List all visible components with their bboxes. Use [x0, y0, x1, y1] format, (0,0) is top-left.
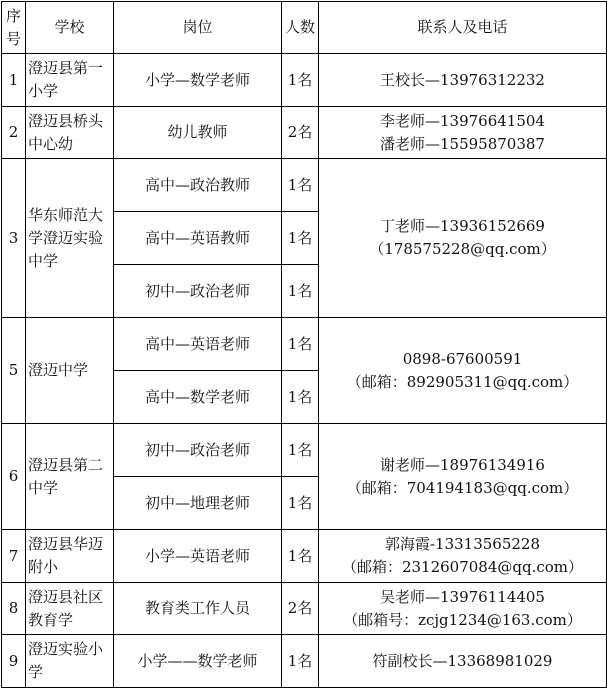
- contact-info: [319, 54, 607, 107]
- post-count: 1名: [282, 318, 319, 371]
- row-number: 6: [2, 424, 26, 530]
- school-name: 澄迈县第一小学: [26, 54, 114, 107]
- table-row: [2, 424, 607, 477]
- post-title: 小学—英语老师: [114, 530, 282, 583]
- contact-line: 王校长—13976312232: [380, 70, 545, 89]
- post-count: 2名: [282, 583, 319, 635]
- contact-line: 0898-67600591: [402, 349, 523, 368]
- post-title: 小学——数学老师: [114, 635, 282, 688]
- contact-info: [319, 159, 607, 318]
- school-name: 澄迈县桥头中心幼: [26, 107, 114, 159]
- post-title: 初中—地理老师: [114, 477, 282, 530]
- post-count: 1名: [282, 265, 319, 318]
- contact-line: 谢老师—18976134916: [380, 455, 545, 474]
- contact-line: 吴老师—13976114405: [380, 587, 545, 606]
- post-title: 高中—英语教师: [114, 212, 282, 265]
- post-title: 初中—政治老师: [114, 424, 282, 477]
- contact-line: 丁老师—13936152669: [380, 217, 545, 235]
- contact-line: （邮箱：2312607084@qq.com）: [341, 558, 584, 576]
- post-count: 1名: [282, 159, 319, 212]
- row-number: 3: [2, 159, 26, 318]
- school-name: 澄迈实验小学: [26, 635, 114, 688]
- post-count: 1名: [282, 477, 319, 530]
- table-row: [2, 318, 607, 371]
- row-number: 1: [2, 54, 26, 107]
- table-row: [2, 530, 607, 583]
- post-count: 1名: [282, 54, 319, 107]
- table-row: [2, 635, 607, 688]
- post-count: 1名: [282, 212, 319, 265]
- table-row: [2, 159, 607, 212]
- post-count: 1名: [282, 424, 319, 477]
- table-row: [2, 107, 607, 159]
- contact-line: （邮箱：704194183@qq.com）: [346, 478, 579, 497]
- contact-line: 潘老师—15595870387: [380, 134, 545, 153]
- school-name: 澄迈中学: [26, 318, 114, 424]
- contact-line: （邮箱号：zcjg1234@163.com）: [343, 610, 582, 629]
- header-num: 序号: [2, 2, 26, 54]
- contact-info: [319, 583, 607, 635]
- table-row: [2, 54, 607, 107]
- contact-line: （178575228@qq.com）: [369, 240, 556, 258]
- table-row: [2, 583, 607, 635]
- post-title: 教育类工作人员: [114, 583, 282, 635]
- post-title: 幼儿教师: [114, 107, 282, 159]
- recruitment-table: [1, 1, 607, 688]
- school-name: 澄迈县社区教育学: [26, 583, 114, 635]
- contact-info: [319, 318, 607, 424]
- contact-line: 郭海霞-13313565228: [384, 535, 541, 553]
- contact-info: [319, 530, 607, 583]
- post-count: 1名: [282, 530, 319, 583]
- post-count: 1名: [282, 635, 319, 688]
- contact-info: [319, 635, 607, 688]
- contact-info: [319, 424, 607, 530]
- contact-info: [319, 107, 607, 159]
- row-number: 2: [2, 107, 26, 159]
- row-number: 8: [2, 583, 26, 635]
- school-name: 华东师范大学澄迈实验中学: [26, 159, 114, 318]
- header-row: [2, 2, 607, 54]
- post-title: 高中—数学老师: [114, 371, 282, 424]
- post-title: 初中—政治老师: [114, 265, 282, 318]
- row-number: 7: [2, 530, 26, 583]
- header-post: 岗位: [114, 2, 282, 54]
- post-count: 2名: [282, 107, 319, 159]
- post-title: 小学—数学老师: [114, 54, 282, 107]
- row-number: 9: [2, 635, 26, 688]
- header-count: 人数: [282, 2, 319, 54]
- header-school: 学校: [26, 2, 114, 54]
- post-count: 1名: [282, 371, 319, 424]
- school-name: 澄迈县第二中学: [26, 424, 114, 530]
- header-contact: 联系人及电话: [319, 2, 607, 54]
- school-name: 澄迈县华迈附小: [26, 530, 114, 583]
- row-number: 5: [2, 318, 26, 424]
- post-title: 高中—英语老师: [114, 318, 282, 371]
- contact-line: （邮箱：892905311@qq.com）: [346, 372, 579, 391]
- contact-line: 李老师—13976641504: [380, 111, 545, 130]
- post-title: 高中—政治教师: [114, 159, 282, 212]
- contact-line: 符副校长—13368981029: [372, 651, 553, 670]
